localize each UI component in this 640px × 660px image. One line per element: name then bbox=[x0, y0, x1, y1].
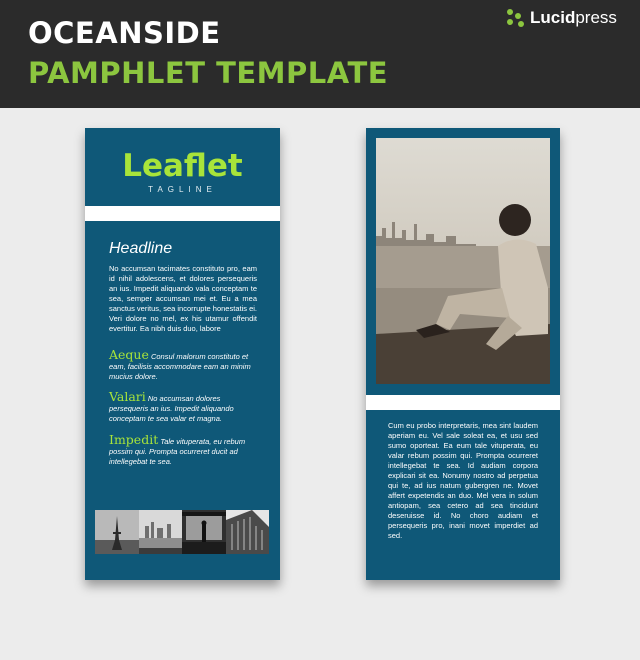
brand-logo[interactable] bbox=[506, 8, 617, 28]
thumbnail-strip bbox=[95, 510, 269, 554]
section-key: Impedit bbox=[109, 432, 159, 447]
pier-silhouette-photo bbox=[182, 510, 226, 554]
title-line-2: PAMPHLET TEMPLATE bbox=[28, 56, 389, 90]
section-key: Valari bbox=[109, 389, 146, 404]
section-valari bbox=[109, 389, 259, 424]
back-paragraph: Cum eu probo interpretaris, mea sint laudem aperiam eu. Vel sale soleat ea, et usu sed sumo oporteat. Ea eum tale vituperata, eu valar rebum possim qui. Prompta ocurreret intellegebat te sea. Id audiam corpora explicari sit ea. Nonumy nostro ad perpetua qui te, ad ius natum gubergren ne. Movet affert expetendis an duo. Mel vera in solum antiopam, sea cetero ad sea tincidunt deseruisse id. No choro audiam et persequeris pro, inani movet imperdiet ad sed. bbox=[388, 421, 538, 540]
lucidpress-logo-icon bbox=[506, 8, 526, 28]
brand-name: Lucidpress bbox=[530, 8, 617, 27]
headline: Headline bbox=[109, 240, 173, 257]
divider-band bbox=[366, 395, 560, 410]
eiffel-tower-photo bbox=[95, 510, 139, 554]
pamphlet-panel-left[interactable] bbox=[85, 128, 280, 580]
tagline: TAGLINE bbox=[148, 185, 217, 194]
divider-band bbox=[85, 206, 280, 221]
title-line-1: OCEANSIDE bbox=[28, 16, 221, 50]
section-aeque bbox=[109, 347, 259, 382]
section-text: Consul malorum constituto et eam, facilisis accommodare eam an minim mucius dolore. bbox=[109, 352, 251, 381]
section-text: No accumsan dolores persequeris an ius. Impedit aliquando conceptam te sea valar et magna. bbox=[109, 394, 234, 423]
section-text: Tale vituperata, eu rebum possim qui. Prompta ocurreret ducit ad intellegebat te sea. bbox=[109, 437, 246, 466]
building-photo bbox=[226, 510, 270, 554]
section-impedit bbox=[109, 432, 259, 467]
intro-paragraph: No accumsan tacimates constituto pro, eam id nihil adolescens, et dolores persequeris an ius. Impedit aliquando vala conceptam te sea, semper accumsan mei et. Eu a mea sanctus veritus, sea incorrupte honestatis ei. Veri dolore no mel, ex his utamur offendit evertitur. Ea nibh duis duo, labore bbox=[109, 264, 257, 333]
man-by-sea-photo bbox=[376, 138, 550, 384]
page-header bbox=[0, 0, 640, 108]
section-key: Aeque bbox=[109, 347, 149, 362]
leaflet-logo: Leaflet bbox=[122, 148, 243, 184]
pamphlet-panel-right[interactable] bbox=[366, 128, 560, 580]
city-shoreline-photo bbox=[139, 510, 183, 554]
